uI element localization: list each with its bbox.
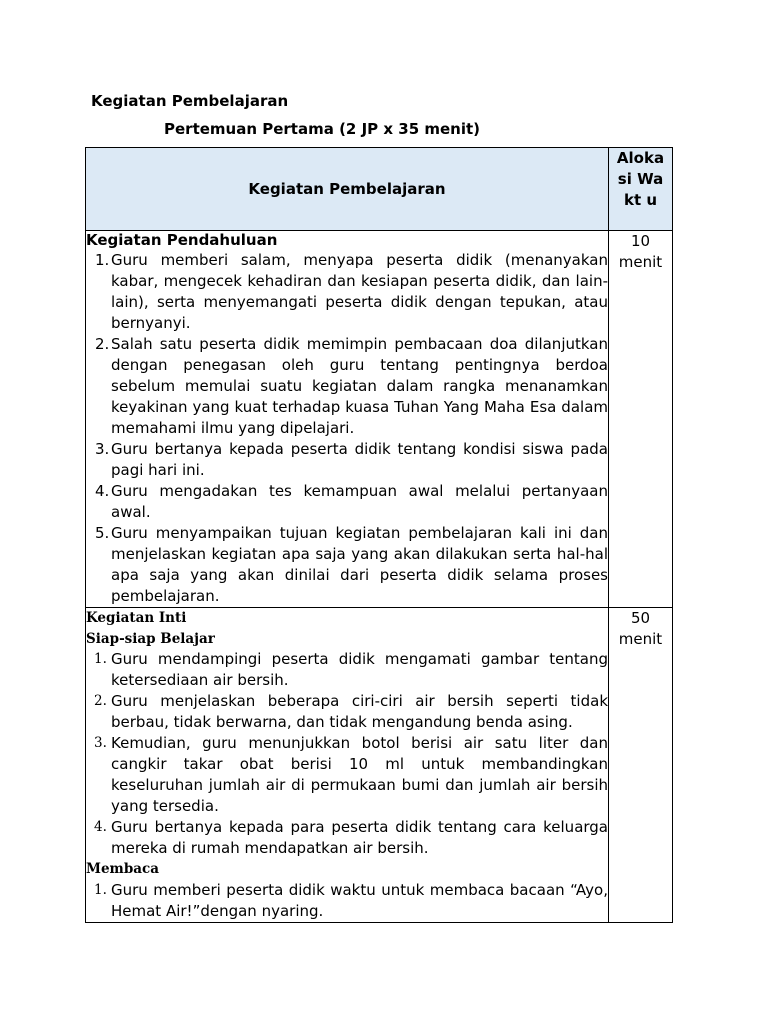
core-section-title: Kegiatan Inti [86, 610, 187, 626]
intro-time-cell [609, 231, 673, 608]
header-time-allocation: Aloka si Wakt u [609, 148, 673, 231]
siap-siap-belajar-step-list [86, 649, 608, 859]
intro-activity-cell [86, 231, 609, 608]
table-row [86, 608, 673, 923]
list-item: 3. Kemudian, guru menunjukkan botol berisi air satu liter dan cangkir takar obat berisi 10 ml untuk membandingkan keseluruhan jumlah air di permukaan bumi dan jumlah air bersih yang tersedia. [94, 734, 608, 815]
document-subtitle: Pertemuan Pertama (2 JP x 35 menit) [164, 120, 481, 138]
core-time-unit: menit [618, 630, 663, 648]
intro-step-list [86, 250, 608, 607]
intro-time-value: 10 [630, 232, 651, 250]
header-activity: Kegiatan Pembelajaran [86, 148, 609, 231]
intro-time-unit: menit [618, 253, 663, 271]
list-item: 1. Guru memberi peserta didik waktu untuk membaca bacaan “Ayo, Hemat Air!”dengan nyaring. [94, 880, 608, 920]
intro-section-title: Kegiatan Pendahuluan [86, 231, 278, 249]
list-item: 1. Guru mendampingi peserta didik mengamati gambar tentang ketersediaan air bersih. [94, 650, 608, 689]
lesson-activity-table [85, 147, 673, 923]
core-activity-cell [86, 608, 609, 923]
table-header-row [86, 148, 673, 231]
list-item: 5. Guru menyampaikan tujuan kegiatan pembelajaran kali ini dan menjelaskan kegiatan apa saja yang akan dilakukan serta hal-hal apa saja yang akan dinilai dari peserta didik selama proses pembelajaran. [95, 524, 608, 605]
list-item: 1. Guru memberi salam, menyapa peserta didik (menanyakan kabar, mengecek kehadiran dan kesiapan peserta didik, dan lain-lain), serta menyemangati peserta didik dengan tepukan, atau bernyanyi. [95, 251, 608, 332]
list-item: 4. Guru mengadakan tes kemampuan awal melalui pertanyaan awal. [95, 482, 608, 521]
list-item: 3. Guru bertanya kepada peserta didik tentang kondisi siswa pada pagi hari ini. [95, 440, 608, 479]
list-item: 4. Guru bertanya kepada para peserta didik tentang cara keluarga mereka di rumah mendapatkan air bersih. [94, 818, 608, 857]
core-time-value: 50 [630, 609, 651, 627]
list-item: 2. Guru menjelaskan beberapa ciri-ciri air bersih seperti tidak berbau, tidak berwarna, dan tidak mengandung benda asing. [94, 692, 608, 731]
list-item: 2. Salah satu peserta didik memimpin pembacaan doa dilanjutkan dengan penegasan oleh guru tentang pentingnya berdoa sebelum memulai suatu kegiatan dalam rangka menanamkan keyakinan yang kuat terhadap kuasa Tuhan Yang Maha Esa dalam memahami ilmu yang dipelajari. [95, 335, 608, 437]
subsection-title-membaca: Membaca [86, 861, 159, 877]
core-time-cell [609, 608, 673, 923]
subsection-title-siap-siap-belajar: Siap-siap Belajar [86, 630, 215, 647]
table-row [86, 231, 673, 608]
document-title: Kegiatan Pembelajaran [91, 92, 289, 110]
membaca-step-list [86, 880, 608, 922]
